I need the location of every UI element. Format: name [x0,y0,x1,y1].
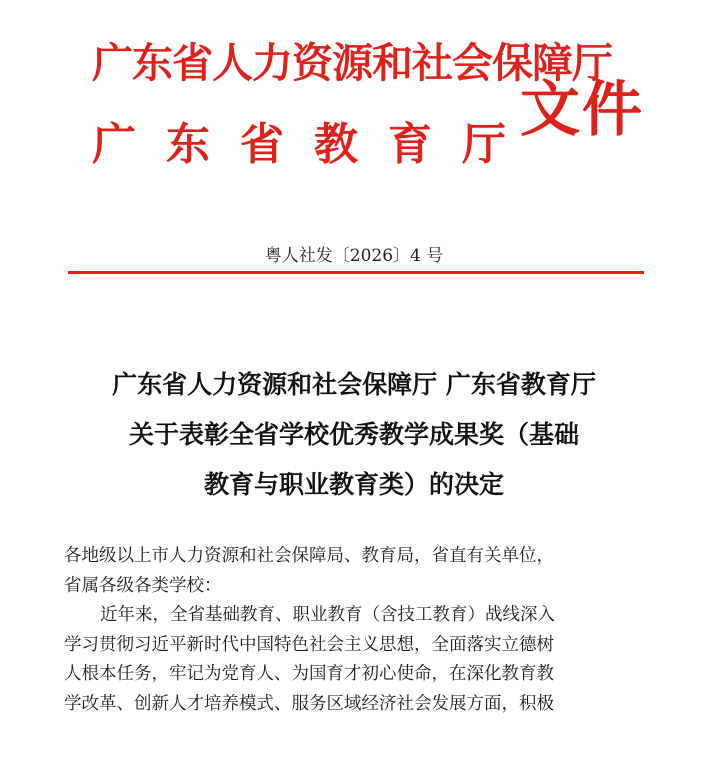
body-line-1: 近年来，全省基础教育、职业教育（含技工教育）战线深入 [100,605,555,625]
body-line-3: 人根本任务，牢记为党育人、为国育才初心使命，在深化教育教 [64,664,554,684]
body-line-2: 学习贯彻习近平新时代中国特色社会主义思想，全面落实立德树 [64,634,554,655]
issuer-line-1: 广东省人力资源和社会保障厅 [92,39,612,87]
salutation-line-2: 省属各级各类学校： [64,575,222,596]
issuer-line-2: 广东省教育厅 [92,119,536,170]
title-line-3: 教育与职业教育类）的决定 [203,470,504,499]
doc-type-label: 文件 [520,75,644,145]
salutation-line-1: 各地级以上市人力资源和社会保障局、教育局，省直有关单位， [64,546,554,566]
red-divider [68,271,644,274]
document-body [64,542,660,719]
title-line-2: 关于表彰全省学校优秀教学成果奖（基础 [128,420,579,449]
document-number: 粤人社发〔2026〕4 号 [264,246,444,266]
body-line-4: 学改革、创新人才培养模式、服务区域经济社会发展方面，积极 [64,693,554,714]
document-title [40,360,668,510]
title-line-1: 广东省人力资源和社会保障厅 广东省教育厅 [112,370,596,399]
